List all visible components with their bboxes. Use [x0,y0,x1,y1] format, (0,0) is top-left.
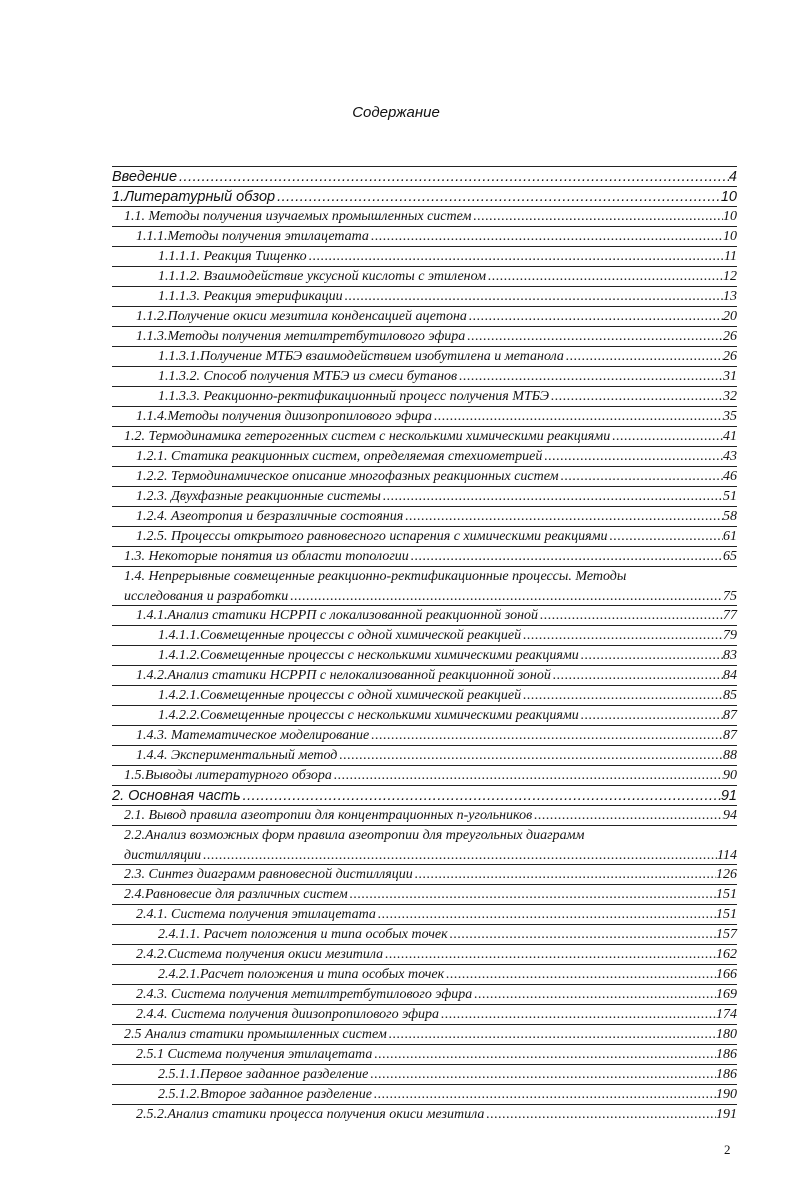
dot-leader [608,529,723,545]
toc-entry [112,805,737,825]
toc-entry-title: Введение [112,169,178,185]
toc-page-number: 87 [723,728,737,743]
toc-entry-title: 1.2. Термодинамика гетерогенных систем с несколькими химическими реакциями [124,429,611,444]
toc-entry [112,645,737,665]
dot-leader [343,289,723,305]
toc-entry [112,1044,737,1064]
toc-page-number: 84 [723,668,737,683]
toc-entry-title: 1.4.2.Анализ статики НСРРП с нелокализованной реакционной зоной [136,668,551,683]
toc-entry-title: 2.5.1.2.Второе заданное разделение [158,1087,372,1102]
toc-entry [112,944,737,964]
toc-page-number: 90 [723,768,737,783]
toc-entry-title: 2.5.1.1.Первое заданное разделение [158,1067,369,1082]
toc-entry-title: 1.1.3.3. Реакционно-ректификационный процесс получения МТБЭ [158,389,549,404]
toc-entry-title: 1.4.1.2.Совмещенные процессы с несколькими химическими реакциями [158,648,579,663]
dot-leader [579,648,723,664]
toc-entry-title: 1.2.3. Двухфазные реакционные системы [136,489,381,504]
toc-entry-title: 1.1.3.2. Способ получения МТБЭ из смеси бутанов [158,369,458,384]
dot-leader [549,389,723,405]
toc-entry [112,904,737,924]
toc-entry [112,326,737,346]
toc-page-number: 20 [723,309,737,324]
toc-entry [112,246,737,266]
toc-entry-title: 1.1.3.1.Получение МТБЭ взаимодействием изобутилена и метанола [158,349,564,364]
toc-entry-title: 1.1. Методы получения изучаемых промышленных систем [124,209,472,224]
toc-entry [112,984,737,1004]
toc-entry-title: 1.2.4. Азеотропия и безразличные состояния [136,509,404,524]
toc-entry-title: 1.2.1. Статика реакционных систем, определяемая стехиометрией [136,449,543,464]
toc-page-number: 151 [716,907,737,922]
toc-entry [112,864,737,884]
toc-entry-title: 1.Литературный обзор [112,189,276,205]
toc-entry-title: 2.4.Равновесие для различных систем [124,887,348,902]
toc-entry-title: 1.4.4. Экспериментальный метод [136,748,338,763]
toc-entry [112,426,737,446]
toc-entry-title: 1.4.3. Математическое моделирование [136,728,370,743]
toc-page-number: 91 [720,788,737,804]
toc-entry-title-continuation: исследования и разработки [124,589,289,604]
dot-leader [457,369,723,385]
toc-page-number: 10 [723,229,737,244]
toc-page-number: 75 [723,589,737,604]
toc-page-number: 180 [716,1027,737,1042]
toc-page-number: 79 [723,628,737,643]
toc-page-number: 35 [723,409,737,424]
dot-leader [307,249,724,265]
toc-page-number: 26 [723,349,737,364]
dot-leader [471,209,723,225]
toc-entry-title: 2.1. Вывод правила азеотропии для концентрационных n-угольников [124,808,533,823]
toc-page-number: 162 [716,947,737,962]
toc-entry [112,705,737,725]
dot-leader [376,907,716,923]
page-number: 2 [724,1142,731,1157]
toc-page-number: 151 [716,887,737,902]
toc-page-number: 169 [716,987,737,1002]
toc-entry-title: 1.4.2.2.Совмещенные процессы с несколькими химическими реакциями [158,708,579,723]
dot-leader [432,409,723,425]
toc-entry-title: 1.1.1.2. Взаимодействие уксусной кислоты с этиленом [158,269,487,284]
toc-entry [112,1064,737,1084]
toc-entry-title: 2. Основная часть [112,788,241,804]
dot-leader [369,229,723,245]
toc-page-number: 4 [728,169,737,185]
toc-entry [112,286,737,306]
toc-page-number: 83 [723,648,737,663]
toc-entry [112,486,737,506]
toc-entry [112,406,737,426]
toc-entry [112,566,737,606]
toc-page-number: 46 [723,469,737,484]
dot-leader [383,947,716,963]
toc-entry-title: 2.4.2.Система получения окиси мезитила [136,947,384,962]
toc-page-number: 65 [723,549,737,564]
dot-leader [579,708,723,724]
toc-entry-title: 1.3. Некоторые понятия из области топологии [124,549,409,564]
toc-page-number: 157 [716,927,737,942]
toc-page-number: 87 [723,708,737,723]
toc-entry [112,346,737,366]
toc-entry-title: 2.5.2.Анализ статики процесса получения окиси мезитила [136,1107,485,1122]
toc-entry [112,366,737,386]
dot-leader [387,1027,716,1043]
toc-entry [112,924,737,944]
toc-page-number: 10 [723,209,737,224]
toc-page-number: 51 [723,489,737,504]
toc-entry-title: 2.4.3. Система получения метилтретбутилового эфира [136,987,473,1002]
toc-entry [112,166,737,186]
toc-title: Содержание [352,104,440,121]
dot-leader [201,848,717,864]
toc-entry-title: 1.5.Выводы литературного обзора [124,768,332,783]
dot-leader [348,887,716,903]
toc-entry-title: 2.2.Анализ возможных форм правила азеотропии для треугольных диаграмм [124,828,585,843]
dot-leader [486,269,723,285]
toc-entry [112,306,737,326]
toc-entry [112,745,737,765]
dot-leader [559,469,723,485]
toc-page-number: 85 [723,688,737,703]
toc-entry [112,685,737,705]
toc-page-number: 58 [723,509,737,524]
toc-entry-title: 2.4.1. Система получения этилацетата [136,907,376,922]
toc-entry [112,446,737,466]
toc-entry-title: 2.3. Синтез диаграмм равновесной дистилляции [124,867,413,882]
dot-leader [372,1047,716,1063]
dot-leader [369,728,723,744]
dot-leader [472,987,716,1003]
toc-page-number: 191 [716,1107,737,1122]
dot-leader [521,628,723,644]
dot-leader [241,788,721,804]
dot-leader [542,449,723,465]
toc-entry [112,884,737,904]
toc-page-number: 32 [723,389,737,404]
toc-page-number: 13 [723,289,737,304]
toc-entry [112,765,737,785]
dot-leader [610,429,723,445]
dot-leader [332,768,723,784]
toc-entry [112,186,737,206]
toc-page-number: 186 [716,1067,737,1082]
toc-entry-title: 2.5.1 Система получения этилацетата [136,1047,373,1062]
toc-entry [112,665,737,685]
toc-entry-title: 2.4.2.1.Расчет положения и типа особых точек [158,967,445,982]
dot-leader [439,1007,716,1023]
toc-page-number: 43 [723,449,737,464]
dot-leader [532,808,723,824]
toc-page-number: 174 [716,1007,737,1022]
toc-entry-title: 2.4.1.1. Расчет положения и типа особых точек [158,927,448,942]
toc-page-number: 114 [717,848,737,863]
dot-leader [448,927,716,943]
dot-leader [564,349,723,365]
dot-leader [368,1067,716,1083]
toc-page-number: 12 [723,269,737,284]
dot-leader [467,309,723,325]
toc-page-number: 41 [723,429,737,444]
toc-page-number: 166 [716,967,737,982]
toc-page-number: 126 [716,867,737,882]
toc-entry-title: 1.4.2.1.Совмещенные процессы с одной химической реакцией [158,688,522,703]
toc-entry [112,785,737,805]
toc-page-number: 186 [716,1047,737,1062]
toc-entry-title: 1.4.1.1.Совмещенные процессы с одной химической реакцией [158,628,522,643]
dot-leader [484,1107,716,1123]
toc-entry-title: 1.4.1.Анализ статики НСРРП с локализованной реакционной зоной [136,608,539,623]
toc-page-number: 10 [720,189,737,205]
toc-entry [112,226,737,246]
toc-entry [112,206,737,226]
dot-leader [403,509,723,525]
toc-entry-title: 1.1.2.Получение окиси мезитила конденсацией ацетона [136,309,467,324]
toc-entry-title: 1.2.5. Процессы открытого равновесного испарения с химическими реакциями [136,529,608,544]
dot-leader [465,329,723,345]
toc-page-number: 26 [723,329,737,344]
dot-leader [444,967,716,983]
toc-entry [112,964,737,984]
toc-entry [112,825,737,865]
dot-leader [413,867,716,883]
toc-page-number: 61 [723,529,737,544]
toc-entry [112,1084,737,1104]
toc-entry [112,266,737,286]
toc-page-number: 94 [723,808,737,823]
toc-page-number: 11 [724,249,737,264]
toc-entry-title: 1.1.3.Методы получения метилтретбутилового эфира [136,329,466,344]
toc-entry-title: 1.4. Непрерывные совмещенные реакционно-ректификационные процессы. Методы [124,569,627,584]
dot-leader [551,668,723,684]
toc-entry [112,546,737,566]
toc-entry [112,625,737,645]
toc-entry-title: 1.1.4.Методы получения диизопропилового эфира [136,409,433,424]
toc-entry [112,466,737,486]
toc-entry-title: 1.2.2. Термодинамическое описание многофазных реакционных систем [136,469,559,484]
toc-page-number: 88 [723,748,737,763]
toc-entry [112,1004,737,1024]
toc-page-number: 77 [723,608,737,623]
dot-leader [177,169,729,185]
dot-leader [337,748,723,764]
toc-page-number: 31 [723,369,737,384]
toc-entry-title: 1.1.1.1. Реакция Тищенко [158,249,307,264]
dot-leader [372,1087,716,1103]
dot-leader [381,489,723,505]
toc-entry-title: 1.1.1.3. Реакция этерификации [158,289,343,304]
dot-leader [538,608,723,624]
toc-entry-title: 1.1.1.Методы получения этилацетата [136,229,369,244]
dot-leader [288,589,723,605]
toc-entry-title: 2.5 Анализ статики промышленных систем [124,1027,387,1042]
toc-entry-title: 2.4.4. Система получения диизопропилового эфира [136,1007,440,1022]
dot-leader [275,189,721,205]
toc-entry [112,386,737,406]
toc-entry [112,605,737,625]
toc-entry [112,506,737,526]
dot-leader [521,688,723,704]
toc-entry [112,1024,737,1044]
toc-entry [112,526,737,546]
toc-page-number: 190 [716,1087,737,1102]
dot-leader [409,549,723,565]
toc-entry [112,1104,737,1124]
toc-entry-title-continuation: дистилляции [124,848,202,863]
toc-entry [112,725,737,745]
